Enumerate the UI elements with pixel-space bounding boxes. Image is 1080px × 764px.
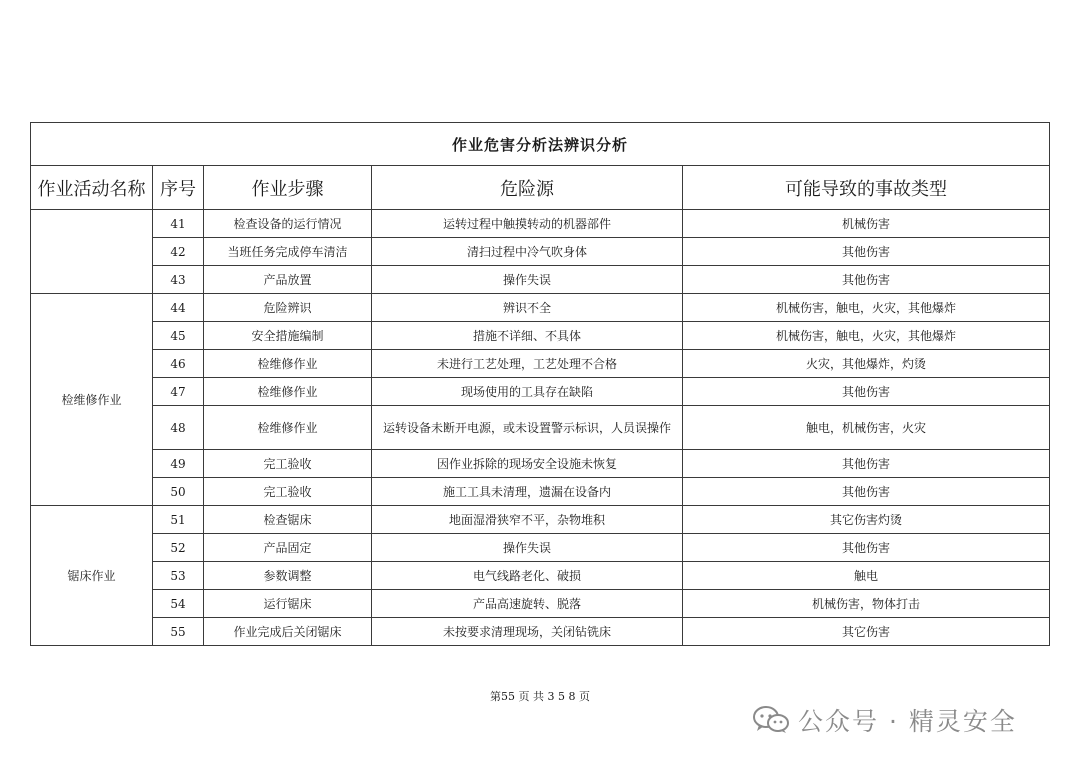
- hazard-analysis-table: [30, 122, 1050, 646]
- row-accident: 触电，机械伤害，火灾: [683, 406, 1050, 450]
- row-accident: 其他伤害: [683, 238, 1050, 266]
- row-hazard: 未进行工艺处理，工艺处理不合格: [372, 350, 683, 378]
- row-number: 48: [153, 406, 204, 450]
- row-number: 46: [153, 350, 204, 378]
- row-hazard: 产品高速旋转、脱落: [372, 590, 683, 618]
- row-number: 47: [153, 378, 204, 406]
- row-number: 55: [153, 618, 204, 646]
- row-number: 52: [153, 534, 204, 562]
- row-hazard: 未按要求清理现场，关闭钻铣床: [372, 618, 683, 646]
- row-step: 检维修作业: [204, 406, 372, 450]
- activity-group-cell: 检维修作业: [31, 294, 153, 506]
- header-accident-type: 可能导致的事故类型: [683, 166, 1050, 210]
- row-step: 产品固定: [204, 534, 372, 562]
- table-row: [31, 406, 1050, 450]
- table-row: [31, 590, 1050, 618]
- row-step: 检维修作业: [204, 350, 372, 378]
- row-number: 43: [153, 266, 204, 294]
- row-hazard: 现场使用的工具存在缺陷: [372, 378, 683, 406]
- wechat-icon: [752, 705, 790, 735]
- row-accident: 触电: [683, 562, 1050, 590]
- row-number: 45: [153, 322, 204, 350]
- row-accident: 其他伤害: [683, 378, 1050, 406]
- row-hazard: 措施不详细、不具体: [372, 322, 683, 350]
- row-accident: 机械伤害，物体打击: [683, 590, 1050, 618]
- row-hazard: 操作失误: [372, 266, 683, 294]
- page-number-footer: 第55 页 共 3 5 8 页: [490, 690, 590, 703]
- row-step: 检查设备的运行情况: [204, 210, 372, 238]
- row-step: 检查锯床: [204, 506, 372, 534]
- row-number: 44: [153, 294, 204, 322]
- table-row: [31, 478, 1050, 506]
- row-hazard: 辨识不全: [372, 294, 683, 322]
- header-activity-name: 作业活动名称: [31, 166, 153, 210]
- header-hazard-source: 危险源: [372, 166, 683, 210]
- row-hazard: 电气线路老化、破损: [372, 562, 683, 590]
- row-step: 运行锯床: [204, 590, 372, 618]
- activity-group-cell: [31, 210, 153, 294]
- table-row: [31, 618, 1050, 646]
- row-number: 41: [153, 210, 204, 238]
- table-row: [31, 450, 1050, 478]
- table-row: [31, 238, 1050, 266]
- row-number: 42: [153, 238, 204, 266]
- row-step: 安全措施编制: [204, 322, 372, 350]
- row-accident: 机械伤害，触电，火灾，其他爆炸: [683, 294, 1050, 322]
- table-row: [31, 266, 1050, 294]
- activity-group-cell: 锯床作业: [31, 506, 153, 646]
- row-step: 完工验收: [204, 478, 372, 506]
- table-row: [31, 378, 1050, 406]
- document-sheet: [30, 122, 1049, 646]
- row-accident: 机械伤害，触电，火灾，其他爆炸: [683, 322, 1050, 350]
- row-step: 完工验收: [204, 450, 372, 478]
- row-number: 49: [153, 450, 204, 478]
- header-work-step: 作业步骤: [204, 166, 372, 210]
- row-step: 危险辨识: [204, 294, 372, 322]
- row-accident: 火灾，其他爆炸，灼烫: [683, 350, 1050, 378]
- row-hazard: 施工工具未清理，遗漏在设备内: [372, 478, 683, 506]
- row-accident: 其它伤害: [683, 618, 1050, 646]
- watermark-text: 公众号 · 精灵安全: [798, 707, 1017, 736]
- row-accident: 其它伤害灼烫: [683, 506, 1050, 534]
- row-accident: 其他伤害: [683, 266, 1050, 294]
- row-accident: 其他伤害: [683, 534, 1050, 562]
- row-number: 51: [153, 506, 204, 534]
- table-row: [31, 534, 1050, 562]
- row-hazard: 地面湿滑狭窄不平，杂物堆积: [372, 506, 683, 534]
- table-row: [31, 506, 1050, 534]
- row-hazard: 运转过程中触摸转动的机器部件: [372, 210, 683, 238]
- table-row: [31, 322, 1050, 350]
- row-hazard: 清扫过程中冷气吹身体: [372, 238, 683, 266]
- table-row: [31, 294, 1050, 322]
- row-number: 50: [153, 478, 204, 506]
- row-step: 检维修作业: [204, 378, 372, 406]
- table-row: [31, 562, 1050, 590]
- row-accident: 机械伤害: [683, 210, 1050, 238]
- row-accident: 其他伤害: [683, 478, 1050, 506]
- row-accident: 其他伤害: [683, 450, 1050, 478]
- account-watermark: [752, 700, 1017, 740]
- table-title: 作业危害分析法辨识分析: [31, 123, 1050, 166]
- row-step: 产品放置: [204, 266, 372, 294]
- header-serial-number: 序号: [153, 166, 204, 210]
- row-step: 作业完成后关闭锯床: [204, 618, 372, 646]
- row-number: 54: [153, 590, 204, 618]
- row-hazard: 操作失误: [372, 534, 683, 562]
- table-row: [31, 350, 1050, 378]
- row-hazard: 运转设备未断开电源，或未设置警示标识，人员误操作: [372, 406, 683, 450]
- row-hazard: 因作业拆除的现场安全设施未恢复: [372, 450, 683, 478]
- row-number: 53: [153, 562, 204, 590]
- row-step: 参数调整: [204, 562, 372, 590]
- row-step: 当班任务完成停车清洁: [204, 238, 372, 266]
- table-row: [31, 210, 1050, 238]
